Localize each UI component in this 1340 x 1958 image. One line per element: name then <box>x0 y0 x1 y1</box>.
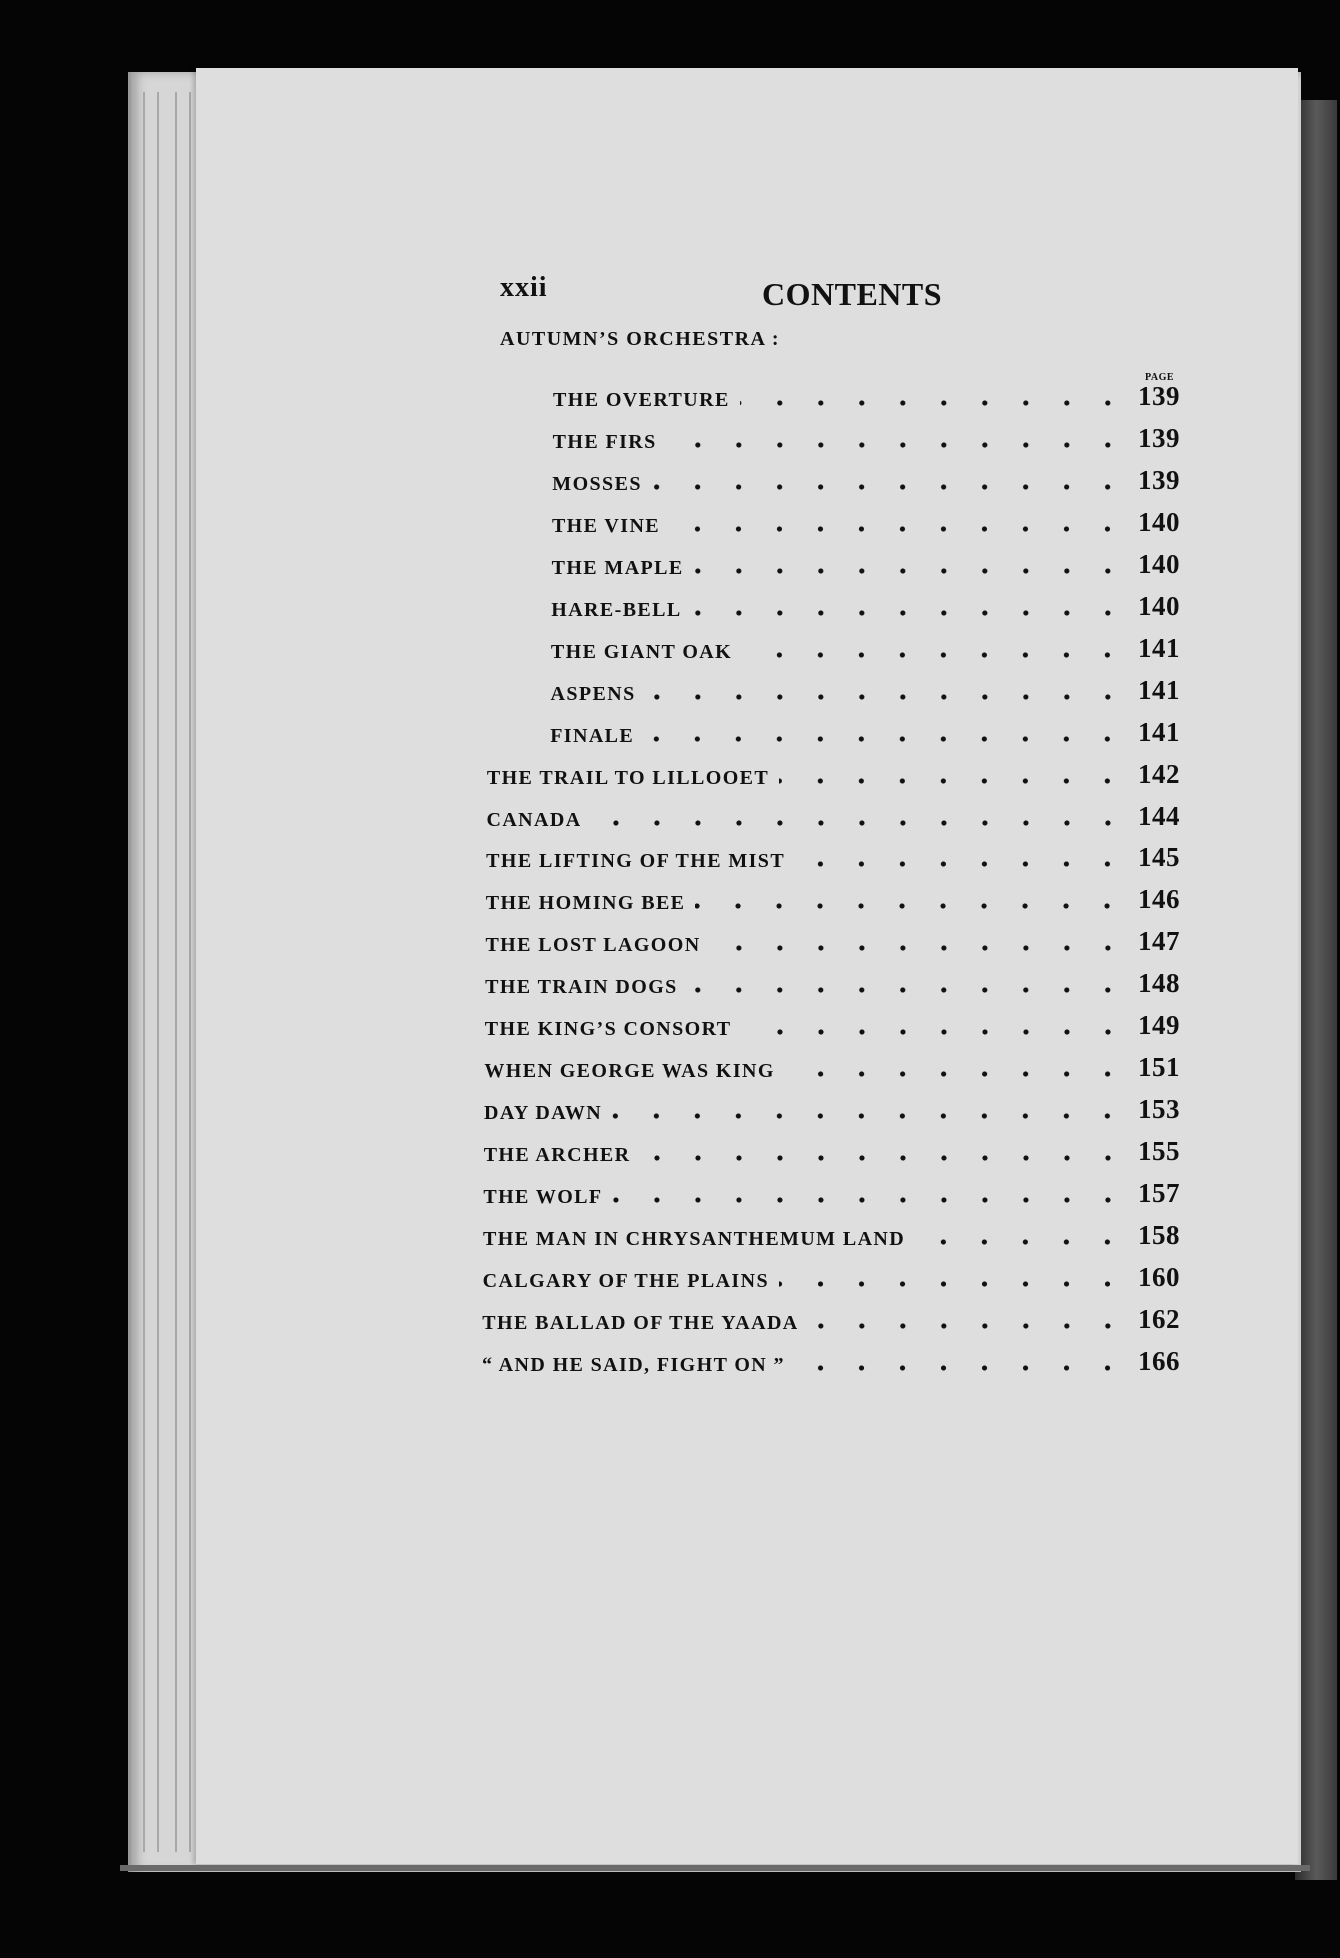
toc-entry-page: 140 <box>1138 590 1180 621</box>
toc-entry-title: THE LOST LAGOON <box>485 934 701 957</box>
page-bottom-edge <box>120 1865 1310 1871</box>
toc-entry-title: THE KING’S CONSORT <box>484 1018 732 1041</box>
toc-entry-page: 158 <box>1138 1220 1180 1250</box>
page-fold-line <box>143 92 145 1852</box>
toc-entry-page: 162 <box>1137 1303 1180 1334</box>
toc-entry-page: 139 <box>1138 381 1180 411</box>
toc-entry-title: HARE-BELL <box>551 598 682 621</box>
toc-entry-page: 140 <box>1137 506 1180 537</box>
toc-entry-title: THE VINE <box>551 514 661 537</box>
toc-entry-title: THE TRAIL TO LILLOOET <box>486 766 770 789</box>
toc-entry-page: 153 <box>1137 1094 1180 1125</box>
page-fold-line <box>175 92 177 1852</box>
toc-entry-title: WHEN GEORGE WAS KING <box>484 1060 775 1083</box>
page-header <box>500 268 943 318</box>
toc-entry-page: 148 <box>1137 968 1180 999</box>
toc-entry-page: 146 <box>1137 884 1180 915</box>
toc-entry-title: THE BALLAD OF THE YAADA <box>482 1311 799 1334</box>
toc-entry-title: THE ARCHER <box>483 1144 631 1167</box>
toc-entry-title: THE OVERTURE <box>553 389 730 411</box>
toc-entry-page: 139 <box>1137 422 1180 453</box>
toc-entry-page: 141 <box>1137 716 1180 747</box>
page-fold-line <box>189 92 191 1852</box>
toc-entry-page: 144 <box>1138 800 1180 831</box>
toc-entry-title: THE FIRS <box>552 430 657 453</box>
toc-entry-page: 149 <box>1138 1010 1180 1041</box>
page-title: CONTENTS <box>762 276 943 312</box>
toc-entry-title: THE TRAIN DOGS <box>485 976 678 999</box>
page-column-label: PAGE <box>1145 372 1175 383</box>
page-fold-line <box>157 92 159 1852</box>
toc-entry-title: THE LIFTING OF THE MIST <box>486 850 786 873</box>
toc-entry-title: THE MAN IN CHRYSANTHEMUM LAND <box>483 1228 906 1250</box>
toc-entry-title: THE HOMING BEE <box>485 892 686 915</box>
toc-entry-title: CALGARY OF THE PLAINS <box>482 1269 769 1292</box>
toc-entry-page: 160 <box>1137 1261 1180 1292</box>
toc-entry-page: 155 <box>1137 1136 1180 1167</box>
toc-entry-title: THE WOLF <box>483 1186 603 1209</box>
toc-entry-title: THE GIANT OAK <box>550 640 733 663</box>
toc-entry-page: 139 <box>1137 464 1180 495</box>
toc-entry-page: 157 <box>1137 1178 1180 1209</box>
toc-entry-title: THE MAPLE <box>551 556 684 579</box>
toc-entry-page: 145 <box>1137 842 1180 873</box>
toc-entry-title: FINALE <box>550 724 635 747</box>
toc-entry-page: 141 <box>1137 632 1180 663</box>
toc-entry-page: 147 <box>1137 926 1180 957</box>
toc-entry-page: 142 <box>1137 758 1180 789</box>
toc-entry-title: MOSSES <box>552 472 642 495</box>
page-number-roman: xxii <box>500 272 548 303</box>
toc-entry-title: ASPENS <box>550 682 636 705</box>
toc-entry-page: 140 <box>1137 548 1180 579</box>
toc-entry-title: DAY DAWN <box>484 1102 603 1125</box>
book-cover-edge <box>1295 100 1337 1880</box>
section-heading: AUTUMN’S ORCHESTRA : <box>500 328 781 350</box>
toc-entry-page: 166 <box>1137 1345 1180 1376</box>
toc-entry-page: 151 <box>1137 1052 1180 1083</box>
toc-entry-title: “ AND HE SAID, FIGHT ON ” <box>481 1353 785 1376</box>
toc-entry-title: CANADA <box>486 808 582 831</box>
toc-entry-page: 141 <box>1137 674 1180 705</box>
